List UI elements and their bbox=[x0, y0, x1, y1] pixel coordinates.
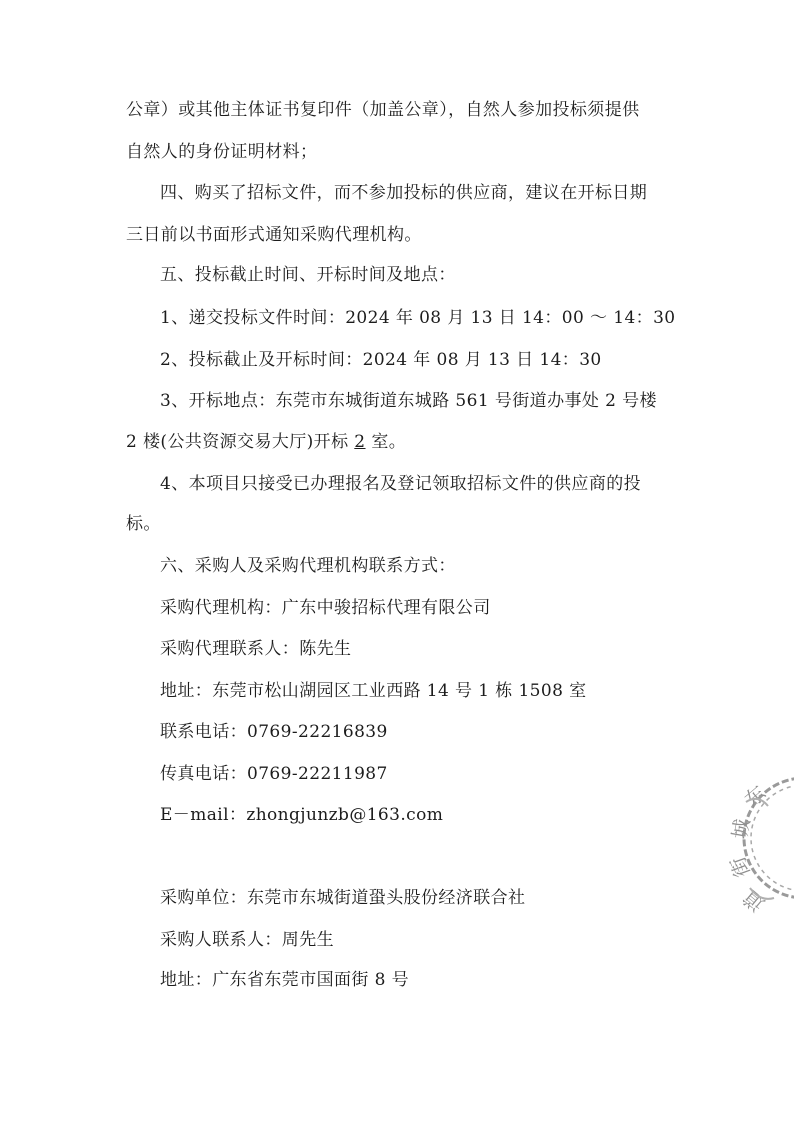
opening-time: 2、投标截止及开标时间：2024 年 08 月 13 日 14：30 bbox=[160, 350, 602, 370]
section-5-item-4-line-2: 标。 bbox=[126, 514, 161, 534]
room-number: 2 bbox=[354, 432, 366, 452]
submission-time: 1、递交投标文件时间：2024 年 08 月 13 日 14：00 ～ 14：30 bbox=[160, 308, 676, 328]
paragraph-line-2: 自然人的身份证明材料； bbox=[126, 142, 318, 162]
svg-text:道: 道 bbox=[738, 885, 770, 917]
location-text-after: 室。 bbox=[365, 432, 407, 452]
agency-contact: 采购代理联系人：陈先生 bbox=[160, 639, 352, 659]
agency-email: E－mail：zhongjunzb@163.com bbox=[160, 805, 444, 825]
svg-text:街: 街 bbox=[725, 853, 755, 881]
paragraph-line-1: 公章）或其他主体证书复印件（加盖公章），自然人参加投标须提供 bbox=[126, 100, 640, 120]
svg-text:东: 东 bbox=[739, 780, 771, 812]
purchaser-contact: 采购人联系人：周先生 bbox=[160, 930, 334, 950]
section-5-heading: 五、投标截止时间、开标时间及地点： bbox=[160, 265, 456, 285]
svg-text:城: 城 bbox=[727, 817, 755, 841]
official-seal-stamp bbox=[725, 758, 794, 928]
agency-address: 地址：东莞市松山湖园区工业西路 14 号 1 栋 1508 室 bbox=[160, 681, 587, 701]
purchaser-name: 采购单位：东莞市东城街道蛩头股份经济联合社 bbox=[160, 888, 526, 908]
opening-location-line-2 bbox=[126, 430, 406, 454]
opening-location-line-1: 3、开标地点：东莞市东城街道东城路 561 号街道办事处 2 号楼 bbox=[160, 391, 657, 411]
section-5-item-4-line-1: 4、本项目只接受已办理报名及登记领取招标文件的供应商的投 bbox=[160, 474, 642, 494]
section-4-line-1: 四、购买了招标文件，而不参加投标的供应商，建议在开标日期 bbox=[160, 183, 648, 203]
agency-name: 采购代理机构：广东中骏招标代理有限公司 bbox=[160, 598, 491, 618]
agency-phone: 联系电话：0769-22216839 bbox=[160, 722, 388, 742]
section-6-heading: 六、采购人及采购代理机构联系方式： bbox=[160, 556, 456, 576]
section-4-line-2: 三日前以书面形式通知采购代理机构。 bbox=[126, 225, 422, 245]
purchaser-address: 地址：广东省东莞市国面街 8 号 bbox=[160, 970, 410, 990]
agency-fax: 传真电话：0769-22211987 bbox=[160, 764, 388, 784]
location-text-before: 2 楼(公共资源交易大厅)开标 bbox=[126, 432, 355, 452]
